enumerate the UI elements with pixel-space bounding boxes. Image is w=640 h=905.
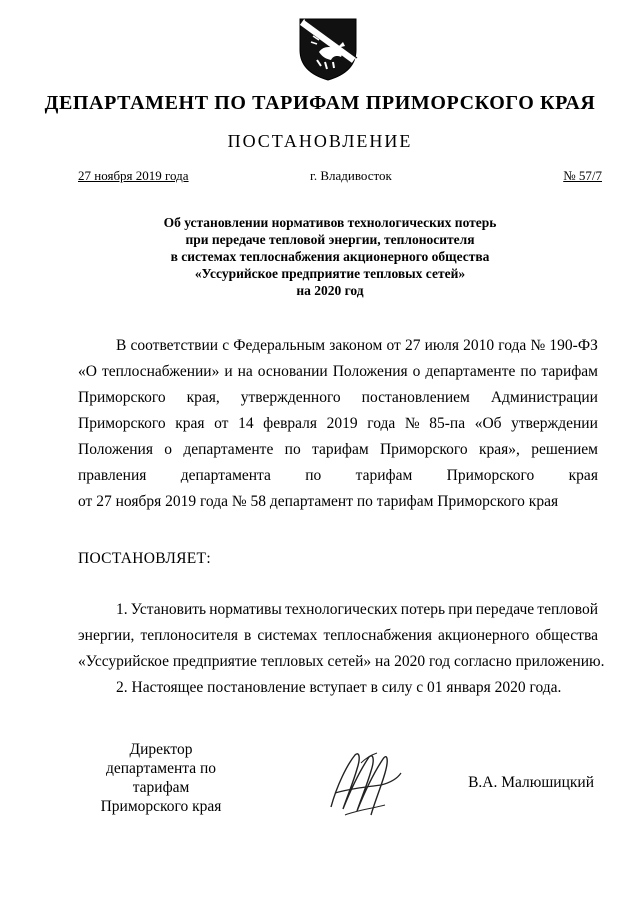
word: февраля — [263, 415, 318, 432]
word: «О — [78, 363, 97, 380]
subject-line: Об установлении нормативов технологических потерь — [163, 215, 497, 230]
paragraph-line — [78, 623, 598, 649]
handwritten-signature-icon — [325, 745, 405, 823]
paragraph-line — [78, 597, 598, 623]
word: Положения — [332, 363, 408, 380]
word: и — [224, 363, 233, 380]
word: от — [214, 415, 229, 432]
document-subject — [80, 214, 580, 299]
word: в — [244, 627, 252, 644]
word: 1. — [116, 601, 128, 618]
word: акционерного — [437, 627, 530, 644]
word: тарифам — [541, 363, 598, 380]
signer-position-line: департамента по тарифам — [105, 760, 217, 796]
word: Федеральным — [233, 337, 326, 354]
word: нормативы — [209, 601, 282, 618]
word: 14 — [238, 415, 254, 432]
word: по — [520, 363, 537, 380]
word: основании — [257, 363, 328, 380]
word: департамента — [180, 467, 271, 484]
signer-position — [76, 740, 246, 816]
document-number: № 57/7 — [563, 168, 602, 183]
preamble-paragraph — [78, 333, 598, 515]
word: «Уссурийское предприятие тепловых сетей» на 2020 год согласно приложению. — [78, 653, 605, 670]
document-date: 27 ноября 2019 года — [78, 168, 189, 183]
word: года — [367, 415, 396, 432]
word: Положения — [78, 441, 153, 458]
word: постановлением — [361, 389, 470, 406]
document-type: ПОСТАНОВЛЕНИЕ — [227, 131, 413, 151]
word: теплоносителя — [140, 627, 238, 644]
paragraph-line — [78, 385, 598, 411]
signer-position-line: Приморского края — [100, 798, 222, 815]
paragraph-line — [78, 333, 598, 359]
word: передаче — [475, 601, 535, 618]
word: 190-ФЗ — [549, 337, 598, 354]
word: июля — [424, 337, 459, 354]
word: от 27 ноября 2019 года № 58 департамент по тарифам Приморского края — [78, 493, 559, 510]
word: на — [237, 363, 253, 380]
word: тарифам — [312, 441, 369, 458]
word: Администрации — [490, 389, 598, 406]
word: 85-па — [429, 415, 466, 432]
word: 2019 — [326, 415, 358, 432]
resolution-items — [78, 597, 605, 701]
word: потерь — [400, 601, 446, 618]
word: Приморского — [446, 467, 535, 484]
subject-line: в системах теплоснабжения акционерного общества — [170, 249, 490, 264]
word: 2010 — [463, 337, 495, 354]
word: по — [284, 441, 301, 458]
word: 27 — [404, 337, 421, 354]
resolution-item-1 — [78, 597, 605, 675]
word: общества — [535, 627, 598, 644]
word: о — [412, 363, 421, 380]
paragraph-line — [78, 359, 598, 385]
word: «Об — [474, 415, 502, 432]
word: утверждении — [511, 415, 598, 432]
word: Приморского — [78, 415, 166, 432]
word: с — [222, 337, 230, 354]
word: энергии, — [78, 627, 135, 644]
word: Приморского — [78, 389, 166, 406]
subject-line: на 2020 год — [296, 283, 364, 298]
word: края — [175, 415, 205, 432]
signer-position-line: Директор — [129, 741, 193, 758]
coat-of-arms-icon — [297, 16, 359, 82]
paragraph-line — [78, 411, 598, 437]
word: департаменте — [425, 363, 516, 380]
signer-name: В.А. Малюшицкий — [468, 774, 594, 791]
word: № — [404, 415, 420, 432]
word: Установить — [130, 601, 207, 618]
word: системах — [257, 627, 318, 644]
word: по — [305, 467, 322, 484]
word: тепловой — [537, 601, 598, 618]
department-title: ДЕПАРТАМЕНТ ПО ТАРИФАМ ПРИМОРСКОГО КРАЯ — [44, 92, 596, 114]
word: Приморского — [379, 441, 468, 458]
word: при — [448, 601, 473, 618]
word: от — [386, 337, 401, 354]
word: края, — [186, 389, 220, 406]
paragraph-line — [78, 437, 598, 463]
word: края», — [478, 441, 520, 458]
word: В — [116, 337, 127, 354]
resolution-item-2: 2. Настоящее постановление вступает в силу с 01 января 2020 года. — [116, 679, 562, 696]
word: законом — [329, 337, 383, 354]
document-city: г. Владивосток — [310, 168, 392, 183]
word: о — [164, 441, 173, 458]
word: утвержденного — [240, 389, 341, 406]
word: соответствии — [130, 337, 219, 354]
subject-line: «Уссурийское предприятие тепловых сетей» — [194, 266, 466, 281]
word: технологических — [284, 601, 398, 618]
word: теплоснабжении» — [101, 363, 220, 380]
word: департаменте — [183, 441, 274, 458]
word: края — [568, 467, 598, 484]
word: года — [498, 337, 527, 354]
word: правления — [78, 467, 147, 484]
paragraph-line — [78, 489, 598, 515]
resolves-heading: ПОСТАНОВЛЯЕТ: — [78, 550, 211, 567]
word: тарифам — [355, 467, 413, 484]
word: теплоснабжения — [323, 627, 432, 644]
word: решением — [531, 441, 598, 458]
paragraph-line — [78, 649, 605, 675]
subject-line: при передаче тепловой энергии, теплоносителя — [185, 232, 475, 247]
word: № — [530, 337, 546, 354]
paragraph-line — [78, 463, 598, 489]
